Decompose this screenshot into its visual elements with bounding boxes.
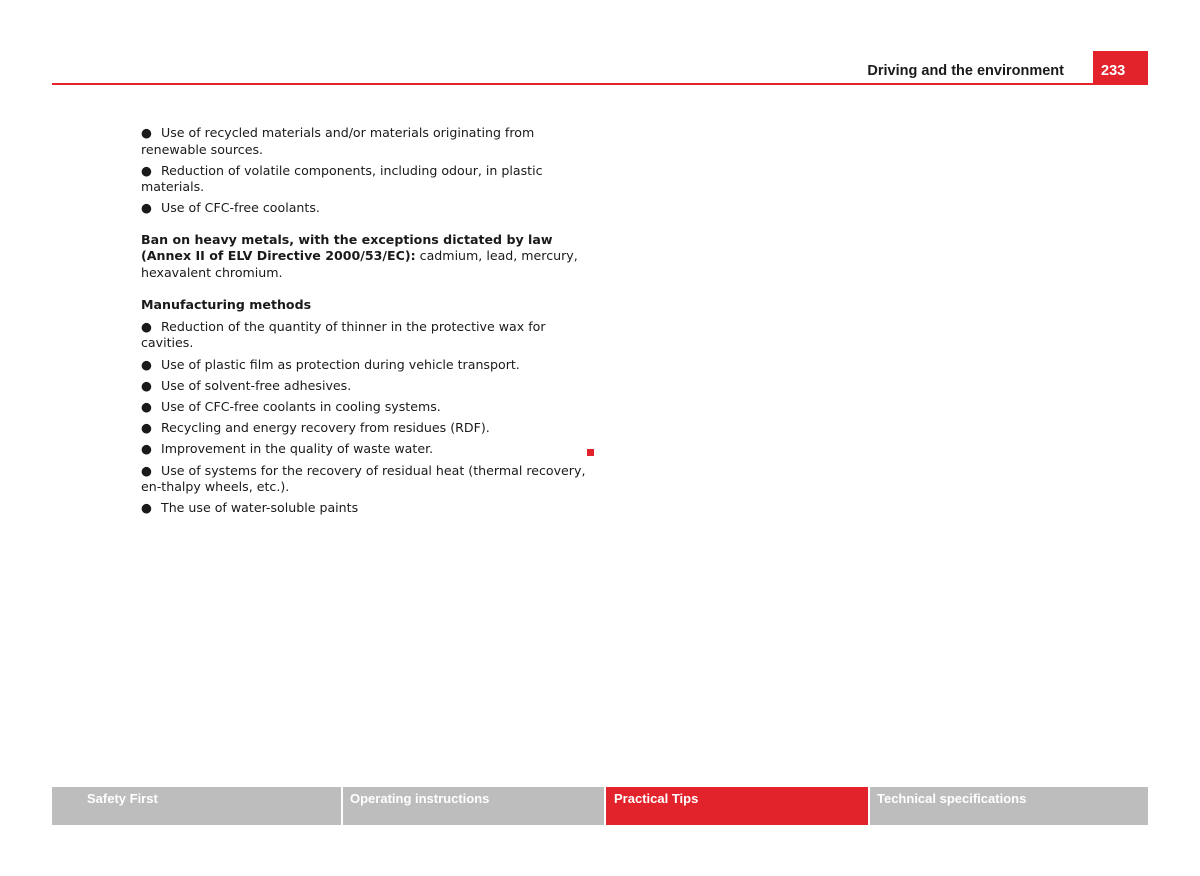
bullet-icon: ● (141, 398, 152, 414)
list-item (141, 125, 591, 158)
bullet-icon: ● (141, 200, 152, 216)
list-item-text: Use of plastic film as protection during vehicle transport. (161, 356, 520, 372)
footer-tab-operating-instructions[interactable]: Operating instructions (343, 787, 604, 825)
list-item (141, 200, 591, 217)
bullet-icon: ● (141, 500, 152, 516)
manufacturing-heading: Manufacturing methods (141, 297, 312, 313)
bullet-icon: ● (141, 377, 152, 393)
list-item-text: Use of solvent-free adhesives. (161, 377, 352, 393)
list-item (141, 357, 591, 374)
header-rule (52, 83, 1148, 85)
list-item-text: Use of CFC-free coolants. (161, 200, 320, 216)
manufacturing-list (141, 319, 591, 517)
bullet-icon: ● (141, 420, 152, 436)
list-item-text: Use of CFC-free coolants in cooling systems. (161, 398, 441, 414)
footer-tab-safety-first[interactable]: Safety First (52, 787, 341, 825)
bullet-list-top (141, 125, 591, 217)
bullet-icon: ● (141, 318, 152, 334)
ban-paragraph (141, 232, 591, 282)
list-item (141, 441, 591, 458)
page-number: 233 (1093, 51, 1148, 84)
list-item-text: Use of systems for the recovery of residual heat (thermal recovery, en-thalpy wheels, etc.). (141, 462, 586, 494)
footer-tab-practical-tips[interactable]: Practical Tips (606, 787, 868, 825)
list-item-text: Improvement in the quality of waste water. (161, 441, 434, 457)
list-item-text: Reduction of the quantity of thinner in the protective wax for cavities. (141, 318, 546, 351)
bullet-icon: ● (141, 462, 152, 478)
bullet-icon: ● (141, 356, 152, 372)
main-content (141, 125, 591, 521)
list-item-text: Use of recycled materials and/or materials originating from renewable sources. (141, 125, 535, 157)
list-item-text: Recycling and energy recovery from residues (RDF). (161, 420, 490, 436)
list-item (141, 378, 591, 395)
list-item (141, 420, 591, 437)
list-item (141, 463, 591, 496)
list-item (141, 500, 591, 517)
bullet-icon: ● (141, 125, 152, 140)
bullet-icon: ● (141, 441, 152, 457)
ban-paragraph-text: cadmium, lead, mercury, hexavalent chromium. (141, 248, 578, 280)
footer-tab-technical-specifications[interactable]: Technical specifications (870, 787, 1148, 825)
list-item (141, 163, 591, 196)
bullet-icon: ● (141, 162, 152, 178)
list-item-text: Reduction of volatile components, including odour, in plastic materials. (141, 162, 543, 195)
section-title: Driving and the environment (867, 63, 1064, 79)
list-item (141, 319, 591, 352)
ban-paragraph-lead: Ban on heavy metals, with the exceptions dictated by law (Annex II of ELV Directive 2000/53/EC): (141, 231, 553, 264)
list-item-text: The use of water-soluble paints (161, 500, 359, 516)
end-of-section-marker (587, 449, 594, 456)
list-item (141, 399, 591, 416)
